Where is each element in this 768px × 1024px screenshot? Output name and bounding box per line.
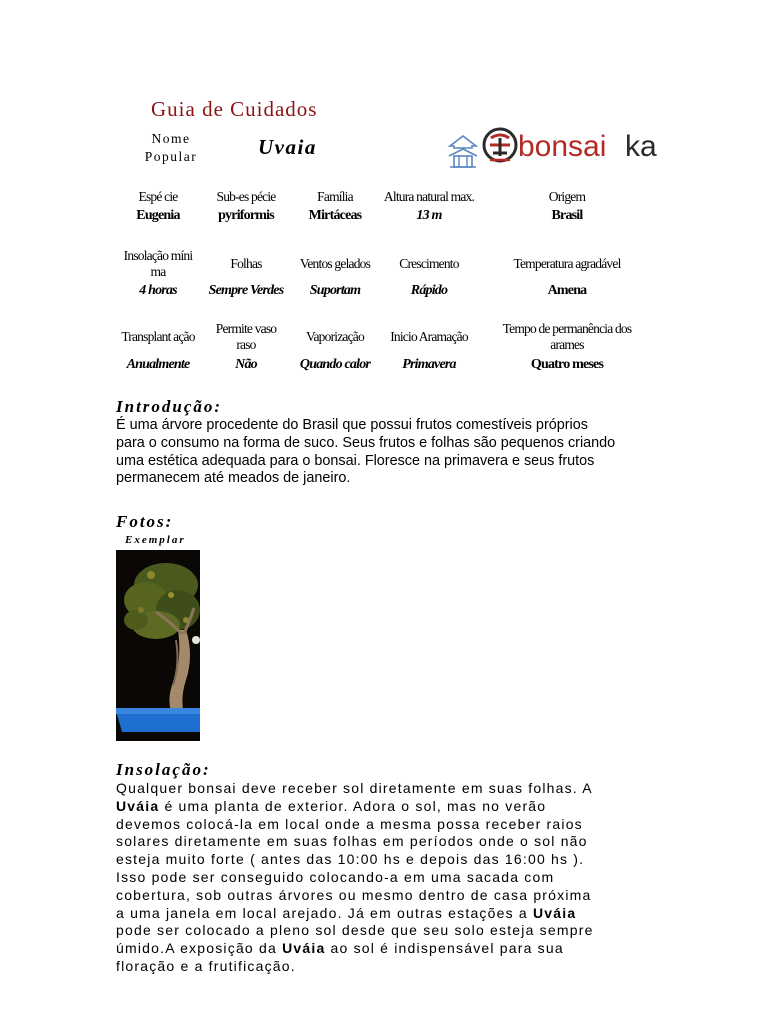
insolacao-line-9: pode ser colocado a pleno sol desde que seu solo esteja sempre <box>116 922 594 939</box>
insolacao-line-2-text: é uma planta de exterior. Adora o sol, mas no verão <box>159 797 547 814</box>
value-subespecie: pyriformis <box>218 208 274 223</box>
value-inicio-aramacao: Primavera <box>402 357 456 372</box>
intro-line-1: É uma árvore procedente do Brasil que possui frutos comestíveis próprios <box>116 417 588 433</box>
label-vaso-raso-line1: Permite vaso <box>215 321 277 336</box>
logo-suffix-text: ka <box>625 130 657 163</box>
label-especie: Espé cie <box>138 189 178 204</box>
intro-heading: Introdução: <box>116 397 223 416</box>
value-familia: Mirtáceas <box>308 208 362 223</box>
photos-heading: Fotos: <box>116 512 174 531</box>
intro-line-3: uma estética adequada para o bonsai. Floresce na primavera e seus frutos <box>116 452 595 469</box>
photo-caption: Exemplar <box>125 534 186 546</box>
value-vaporizacao: Quando calor <box>299 357 371 372</box>
label-tempo-arames-line2: arames <box>550 337 584 352</box>
label-familia: Família <box>317 189 353 204</box>
label-temperatura: Temperatura agradável <box>513 256 621 271</box>
value-folhas: Sempre Verdes <box>208 283 284 298</box>
logo-brand-text: bonsai <box>518 130 607 163</box>
insolacao-line-7: cobertura, sob outras árvores ou mesmo dentro de casa próxima <box>116 886 592 903</box>
insolacao-line-10-text-b: ao sol é indispensável para sua <box>325 940 564 957</box>
insolacao-line-10 <box>116 940 656 958</box>
insolacao-paragraph <box>116 780 656 976</box>
label-tempo-arames <box>480 321 654 353</box>
value-transplantacao: Anualmente <box>126 357 190 372</box>
value-tempo-arames: Quatro meses <box>530 357 604 372</box>
plant-name: Uváia <box>532 904 577 921</box>
value-crescimento: Rápido <box>410 283 448 298</box>
label-insolacao-minima <box>116 248 200 280</box>
plant-name: Uváia <box>282 940 326 957</box>
bonsaika-logo <box>446 126 658 168</box>
value-especie: Eugenia <box>136 208 180 223</box>
plant-name: Uváia <box>116 797 160 814</box>
value-insolacao-minima: 4 horas <box>139 283 177 298</box>
label-folhas: Folhas <box>230 256 262 271</box>
bonsai-tree-image <box>116 550 200 741</box>
label-inicio-aramacao: Inicio Aramação <box>390 329 468 344</box>
insolacao-line-2 <box>116 798 656 816</box>
insolacao-line-8-text: a uma janela em local arejado. Já em outras estações a <box>116 904 533 921</box>
label-vaporizacao: Vaporização <box>306 329 364 344</box>
label-ventos-gelados: Ventos gelados <box>299 256 371 271</box>
pagoda-icon <box>446 134 480 174</box>
nome-label-line2: Popular <box>144 149 198 164</box>
bonsai-symbol-icon <box>482 126 518 166</box>
label-insolacao-line1: Insolação míni <box>123 248 193 263</box>
value-ventos-gelados: Suportam <box>309 283 361 298</box>
intro-line-4: permanecem até meados de janeiro. <box>116 470 351 487</box>
insolacao-line-10-text-a: úmido.A exposição da <box>116 940 283 957</box>
label-subespecie: Sub-es pécie <box>216 189 276 204</box>
insolacao-line-8 <box>116 905 656 923</box>
value-vaso-raso: Não <box>235 357 257 372</box>
insolacao-line-1: Qualquer bonsai deve receber sol diretamente em suas folhas. A <box>116 780 593 796</box>
insolacao-line-6: Isso pode ser conseguido colocando-a em uma sacada com <box>116 868 555 885</box>
label-vaso-raso <box>200 321 292 353</box>
value-altura: 13 m <box>416 208 442 223</box>
insolacao-line-3: devemos colocá-la em local onde a mesma possa receber raios <box>116 815 583 832</box>
intro-line-2: para o consumo na forma de suco. Seus frutos e folhas são pequenos criando <box>116 434 616 451</box>
nome-label-line1: Nome <box>151 131 191 146</box>
label-vaso-raso-line2: raso <box>236 337 256 352</box>
label-altura: Altura natural max. <box>383 189 475 204</box>
label-tempo-arames-line1: Tempo de permanência dos <box>502 321 632 336</box>
label-insolacao-line2: ma <box>150 264 166 279</box>
intro-paragraph <box>116 417 656 488</box>
nome-popular-label <box>138 130 204 166</box>
label-transplantacao: Transplant ação <box>121 329 195 344</box>
popular-name: Uvaia <box>258 135 317 159</box>
insolacao-heading: Insolação: <box>116 760 211 779</box>
value-temperatura: Amena <box>547 283 587 298</box>
label-origem: Origem <box>548 189 586 204</box>
bonsai-photo <box>116 550 200 741</box>
page-title: Guia de Cuidados <box>151 97 318 121</box>
insolacao-line-4: solares diretamente em suas folhas em períodos onde o sol não <box>116 833 588 850</box>
label-crescimento: Crescimento <box>399 256 459 271</box>
insolacao-line-11: floração e a frutificação. <box>116 957 296 974</box>
insolacao-line-5: esteja muito forte ( antes das 10:00 hs e depois das 16:00 hs ). <box>116 851 585 868</box>
value-origem: Brasil <box>551 208 583 223</box>
